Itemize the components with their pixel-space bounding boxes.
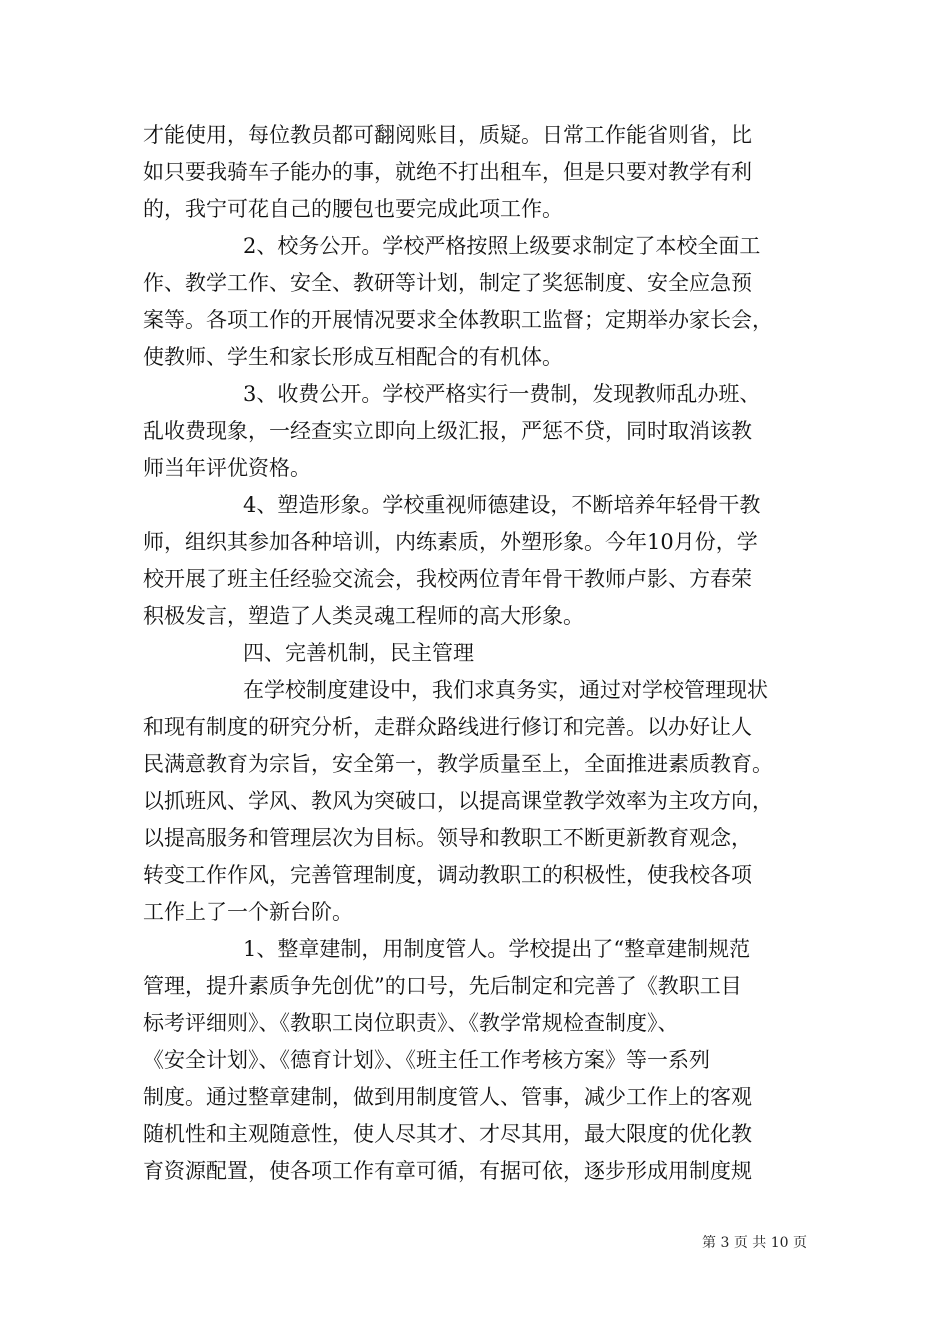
paragraph-start: 4、塑造形象。学校重视师德建设，不断培养年轻骨干教 xyxy=(243,493,761,517)
text-line: 制度。通过整章建制，做到用制度管人、管事，减少工作上的客观 xyxy=(143,1085,752,1109)
paragraph-start: 1、整章建制，用制度管人。学校提出了“整章建制规范 xyxy=(243,937,751,961)
text-line: 民满意教育为宗旨，安全第一，教学质量至上，全面推进素质教育。 xyxy=(143,752,773,776)
text-line: 的，我宁可花自己的腰包也要完成此项工作。 xyxy=(143,197,563,221)
text-line: 管理，提升素质争先创优”的口号，先后制定和完善了《教职工目 xyxy=(143,974,742,998)
text-line: 随机性和主观随意性，使人尽其才、才尽其用，最大限度的优化教 xyxy=(143,1122,752,1146)
text-line: 《安全计划》、《德育计划》、《班主任工作考核方案》等一系列 xyxy=(143,1048,710,1072)
text-line: 师，组织其参加各种培训，内练素质，外塑形象。今年10月份，学 xyxy=(143,530,758,554)
section-heading: 四、完善机制，民主管理 xyxy=(243,641,474,665)
text-line: 校开展了班主任经验交流会，我校两位青年骨干教师卢影、方春荣 xyxy=(143,567,752,591)
text-line: 以提高服务和管理层次为目标。领导和教职工不断更新教育观念， xyxy=(143,826,752,850)
text-line: 师当年评优资格。 xyxy=(143,456,311,480)
page-number: 第 3 页 共 10 页 xyxy=(702,1235,807,1251)
body-text xyxy=(143,117,811,1190)
text-line: 工作上了一个新台阶。 xyxy=(143,900,353,924)
text-line: 作、教学工作、安全、教研等计划，制定了奖惩制度、安全应急预 xyxy=(143,271,752,295)
text-line: 积极发言，塑造了人类灵魂工程师的高大形象。 xyxy=(143,604,584,628)
text-line: 乱收费现象，一经查实立即向上级汇报，严惩不贷，同时取消该教 xyxy=(143,419,752,443)
paragraph-start: 在学校制度建设中，我们求真务实，通过对学校管理现状 xyxy=(243,678,768,702)
text-line: 如只要我骑车子能办的事，就绝不打出租车，但是只要对教学有利 xyxy=(143,160,752,184)
paragraph-start: 2、校务公开。学校严格按照上级要求制定了本校全面工 xyxy=(243,234,761,258)
text-line: 转变工作作风，完善管理制度，调动教职工的积极性，使我校各项 xyxy=(143,863,752,887)
text-line: 才能使用，每位教员都可翻阅账目，质疑。日常工作能省则省，比 xyxy=(143,123,752,147)
text-line: 案等。各项工作的开展情况要求全体教职工监督；定期举办家长会， xyxy=(143,308,773,332)
text-line: 以抓班风、学风、教风为突破口，以提高课堂教学效率为主攻方向， xyxy=(143,789,773,813)
text-line: 标考评细则》、《教职工岗位职责》、《教学常规检查制度》、 xyxy=(143,1011,679,1035)
paragraph-start: 3、收费公开。学校严格实行一费制，发现教师乱办班、 xyxy=(243,382,761,406)
text-line: 使教师、学生和家长形成互相配合的有机体。 xyxy=(143,345,563,369)
text-line: 育资源配置，使各项工作有章可循，有据可依，逐步形成用制度规 xyxy=(143,1159,752,1183)
text-line: 和现有制度的研究分析，走群众路线进行修订和完善。以办好让人 xyxy=(143,715,752,739)
